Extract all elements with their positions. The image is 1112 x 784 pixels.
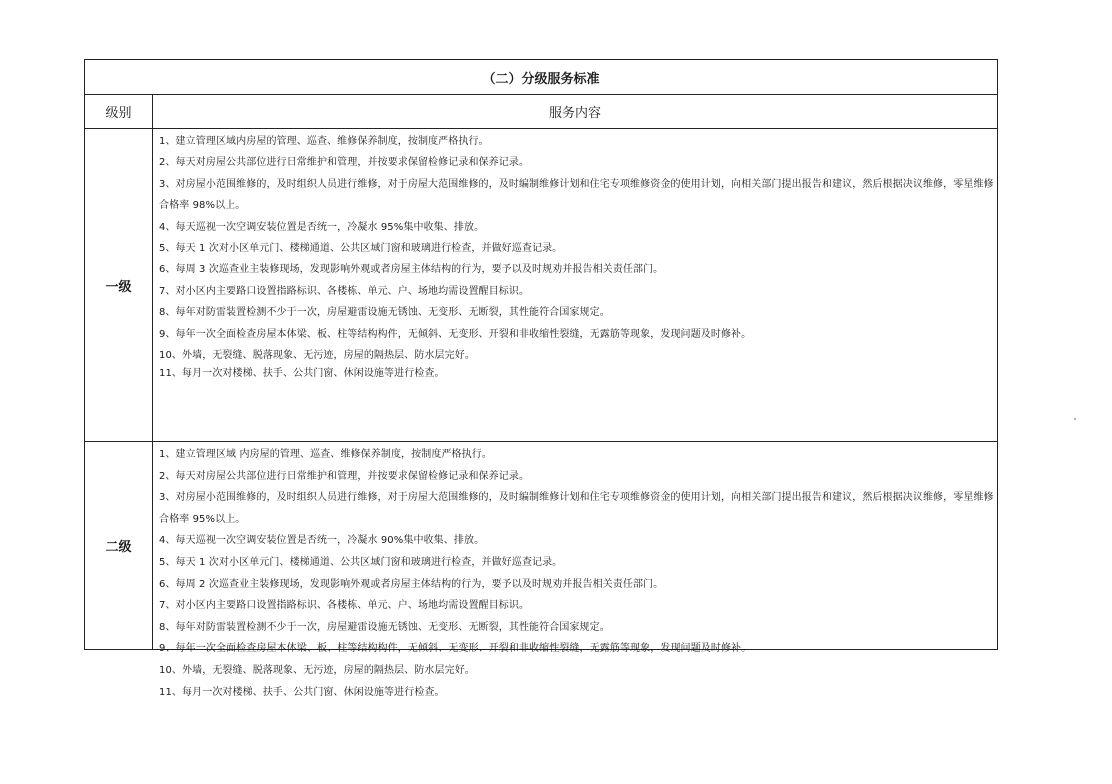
service-item: 10、外墙，无裂缝、脱落现象、无污迹，房屋的隔热层、防水层完好。 xyxy=(159,664,475,676)
service-item: 7、对小区内主要路口设置指路标识、各楼栋、单元、户、场地均需设置醒目标识。 xyxy=(159,285,530,297)
header-level: 级别 xyxy=(85,95,153,128)
service-item: 1、建立管理区域 内房屋的管理、巡查、维修保养制度，按制度严格执行。 xyxy=(159,449,492,460)
service-item: 1、建立管理区域内房屋的管理、巡查、维修保养制度，按制度严格执行。 xyxy=(159,136,489,147)
service-item: 3、对房屋小范围维修的，及时组织人员进行维修，对于房屋大范围维修的，及时编制维修计划和住宅专项维修资金的使用计划，向相关部门提出报告和建议，然后根据决议维修，零星维修合格率 95%以上。 xyxy=(159,492,994,525)
service-item: 7、对小区内主要路口设置指路标识、各楼栋、单元、户、场地均需设置醒目标识。 xyxy=(159,600,530,612)
section-level-1 xyxy=(85,129,997,442)
service-item: 8、每年对防雷装置检测不少于一次，房屋避雷设施无锈蚀、无变形、无断裂，其性能符合国家规定。 xyxy=(159,621,610,633)
service-items-list xyxy=(153,442,997,698)
header-content: 服务内容 xyxy=(548,106,601,121)
service-item: 11、每月一次对楼梯、扶手、公共门窗、休闲设施等进行检查。 xyxy=(159,686,445,698)
section-level-2 xyxy=(85,442,997,698)
service-item: 11、每月一次对楼梯、扶手、公共门窗、休闲设施等进行检查。 xyxy=(159,368,445,380)
service-item: 4、每天巡视一次空调安装位置是否统一，冷凝水 95%集中收集、排放。 xyxy=(159,221,485,233)
level-label: 二级 xyxy=(85,442,153,649)
service-item: 6、每周 2 次巡查业主装修现场，发现影响外观或者房屋主体结构的行为，要予以及时规劝并报告相关责任部门。 xyxy=(159,578,664,590)
service-item: 3、对房屋小范围维修的，及时组织人员进行维修，对于房屋大范围维修的，及时编制维修计划和住宅专项维修资金的使用计划，向相关部门提出报告和建议，然后根据决议维修，零星维修合格率 98%以上。 xyxy=(159,178,994,212)
service-item: 2、每天对房屋公共部位进行日常维护和管理，并按要求保留检修记录和保养记录。 xyxy=(159,470,530,482)
service-items-list xyxy=(153,129,997,441)
service-item: 9、每年一次全面检查房屋本体梁、板、柱等结构构件，无倾斜、无变形、开裂和非收缩性裂缝，无露筋等现象，发现问题及时修补。 xyxy=(159,643,752,655)
service-item: 9、每年一次全面检查房屋本体梁、板、柱等结构构件，无倾斜、无变形、开裂和非收缩性裂缝，无露筋等现象，发现问题及时修补。 xyxy=(159,328,752,340)
scan-speck xyxy=(1074,418,1076,420)
service-item: 2、每天对房屋公共部位进行日常维护和管理，并按要求保留检修记录和保养记录。 xyxy=(159,157,530,169)
table-title: （二）分级服务标准 xyxy=(85,60,997,95)
table-header-row xyxy=(85,95,997,129)
service-item: 4、每天巡视一次空调安装位置是否统一，冷凝水 90%集中收集、排放。 xyxy=(159,535,485,547)
service-item: 10、外墙，无裂缝、脱落现象、无污迹，房屋的隔热层、防水层完好。 xyxy=(159,350,475,362)
service-item: 6、每周 3 次巡查业主装修现场，发现影响外观或者房屋主体结构的行为，要予以及时规劝并报告相关责任部门。 xyxy=(159,264,664,276)
service-item: 5、每天 1 次对小区单元门、楼梯通道、公共区域门窗和玻璃进行检查，并做好巡查记录。 xyxy=(159,243,563,255)
service-item: 5、每天 1 次对小区单元门、楼梯通道、公共区域门窗和玻璃进行检查，并做好巡查记录。 xyxy=(159,556,563,568)
service-item: 8、每年对防雷装置检测不少于一次，房屋避雷设施无锈蚀、无变形、无断裂，其性能符合国家规定。 xyxy=(159,307,610,319)
service-standard-table xyxy=(84,59,998,698)
level-label: 一级 xyxy=(85,129,153,441)
